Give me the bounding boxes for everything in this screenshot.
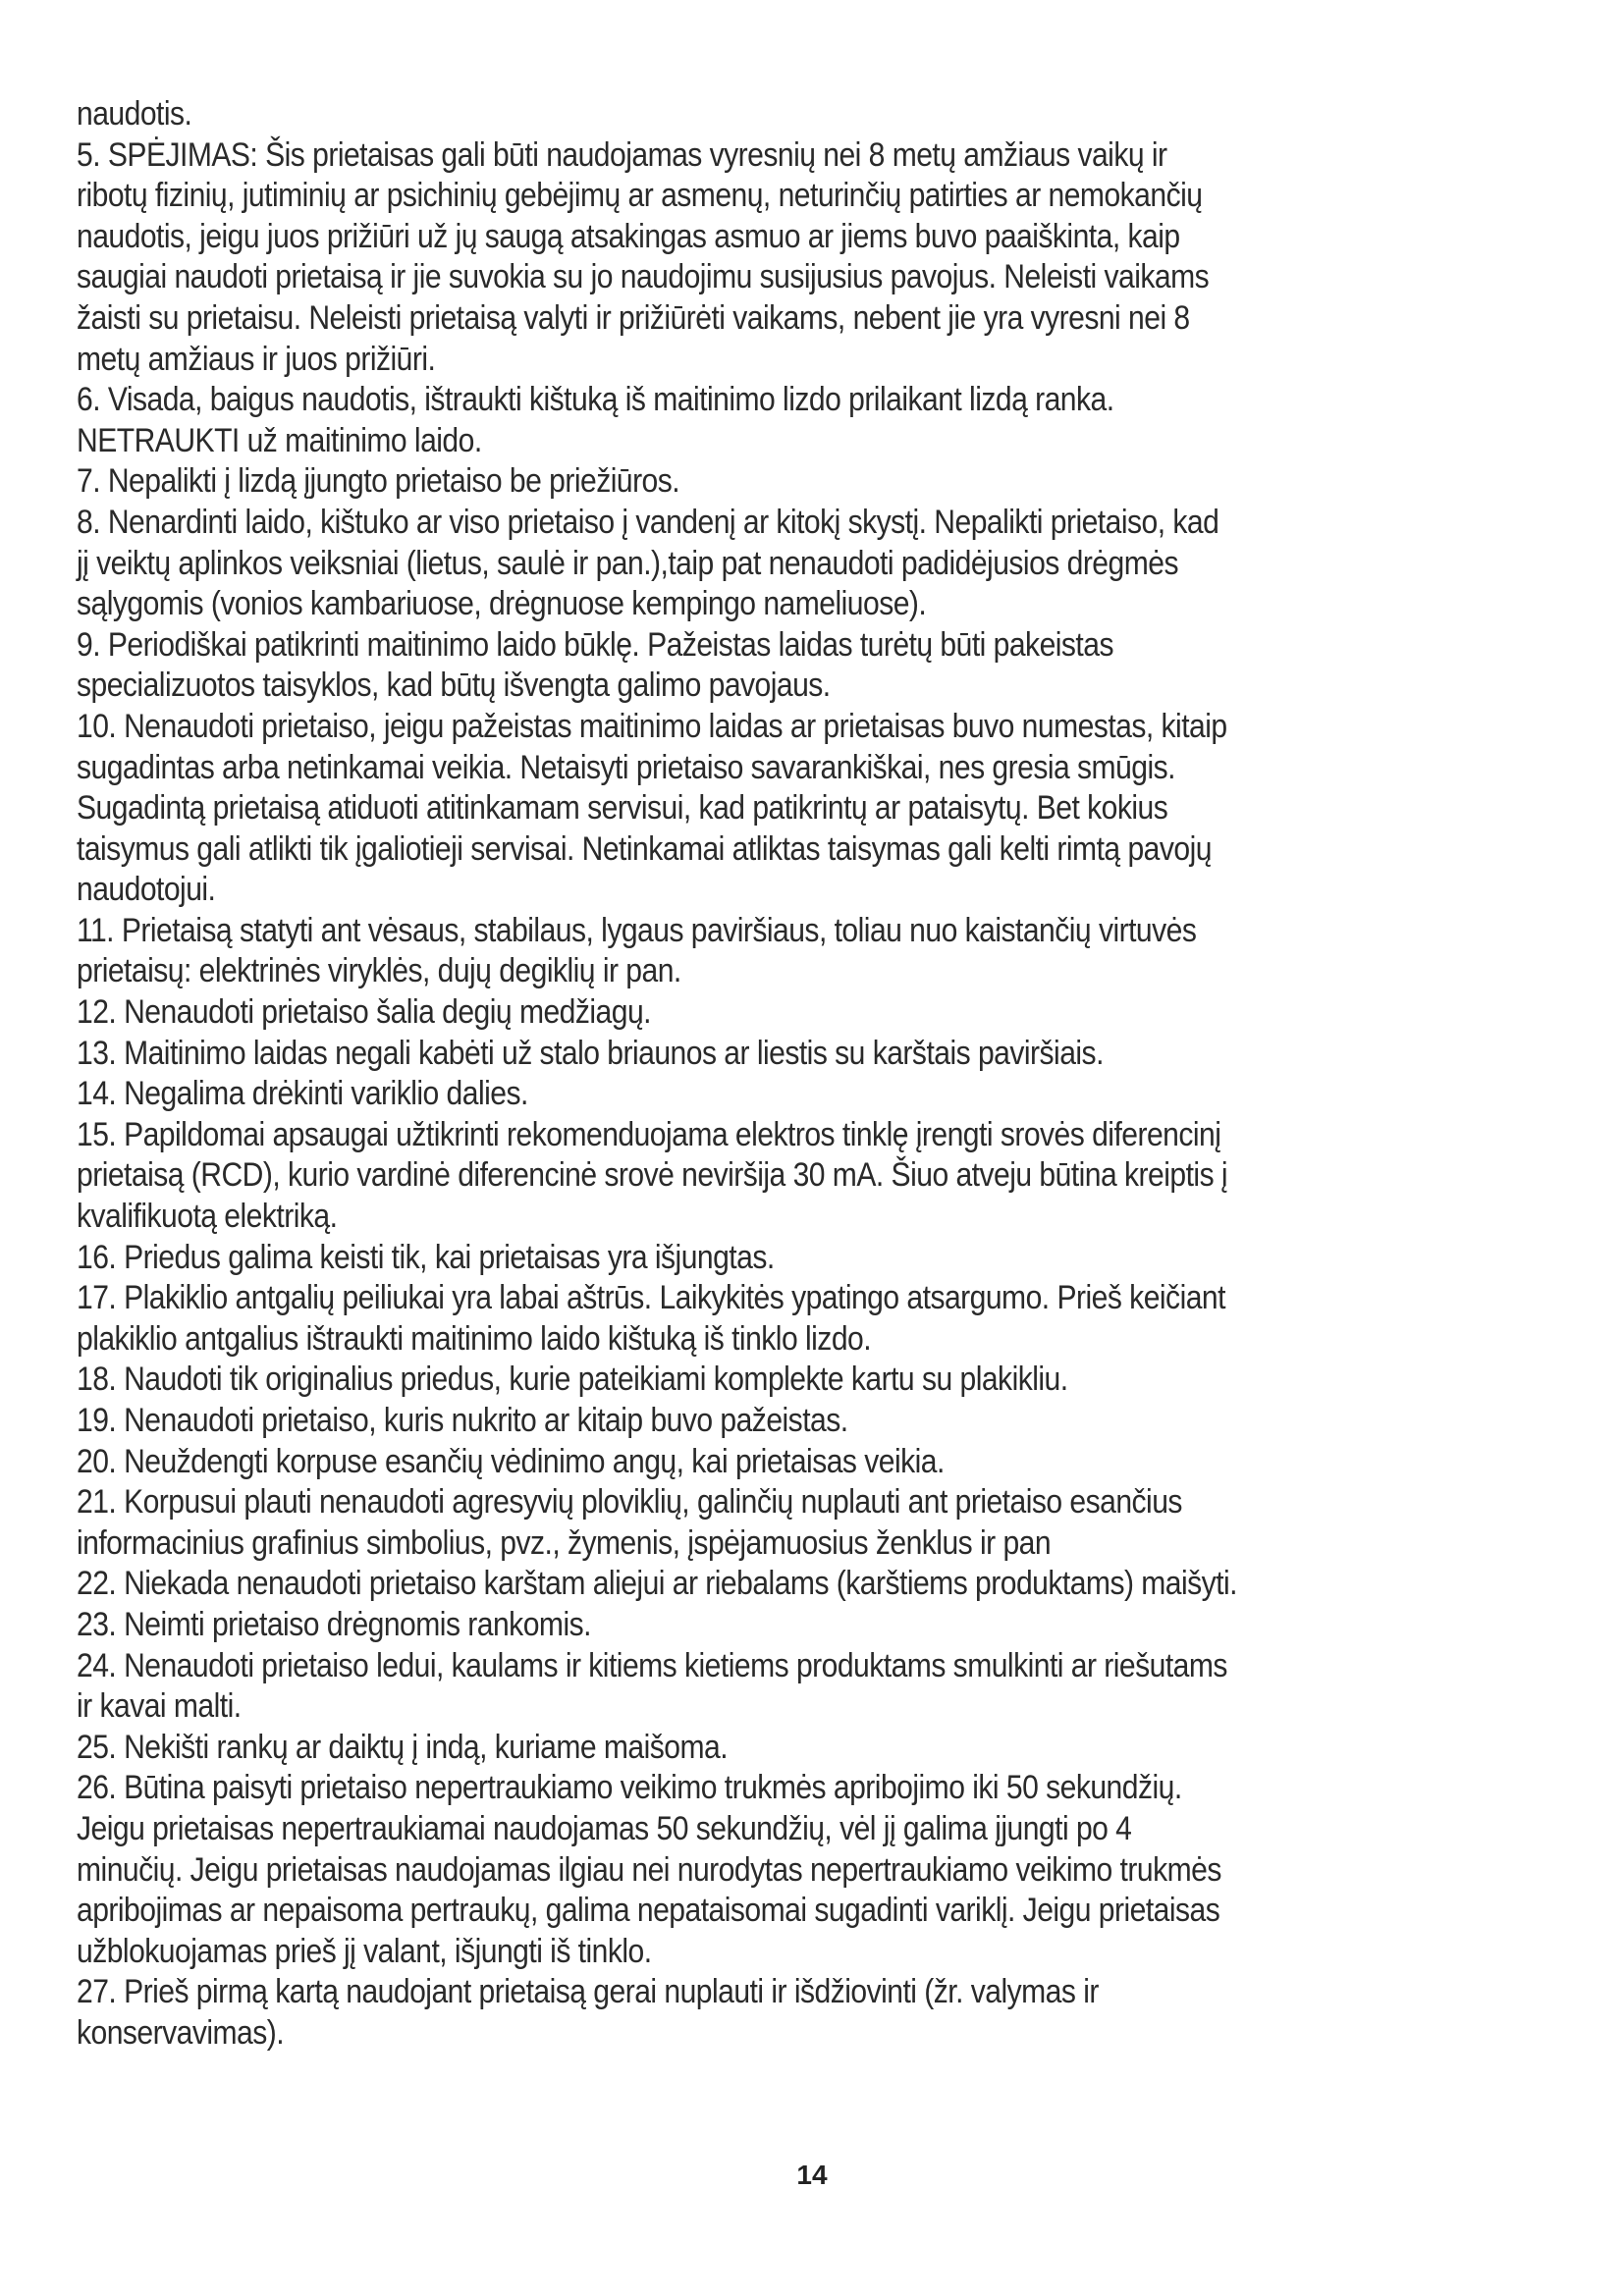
text-line: prietaisą (RCD), kurio vardinė diferencinė srovė neviršija 30 mA. Šiuo atveju būtina kreiptis į: [77, 1156, 1228, 1195]
text-line: ir kavai malti.: [77, 1687, 242, 1726]
text-line: 15. Papildomai apsaugai užtikrinti rekomenduojama elektros tinklę įrengti srovės diferencinį: [77, 1115, 1221, 1153]
text-line: 20. Neuždengti korpuse esančių vėdinimo angų, kai prietaisas veikia.: [77, 1442, 945, 1480]
text-line: 23. Neimti prietaiso drėgnomis rankomis.: [77, 1605, 591, 1643]
text-line: 19. Nenaudoti prietaiso, kuris nukrito ar kitaip buvo pažeistas.: [77, 1402, 848, 1439]
text-line: naudotojui.: [77, 871, 216, 909]
text-line: 21. Korpusui plauti nenaudoti agresyvių ploviklių, galinčių nuplauti ant prietaiso esančius: [77, 1483, 1182, 1522]
text-line: 5. SPĖJIMAS: Šis prietaisas gali būti naudojamas vyresnių nei 8 metų amžiaus vaikų ir: [77, 135, 1167, 174]
text-line: jį veiktų aplinkos veiksniai (lietus, saulė ir pan.),taip pat nenaudoti padidėjusios drėgmės: [77, 544, 1178, 582]
text-line: užblokuojamas prieš jį valant, išjungti iš tinklo.: [77, 1932, 652, 1970]
text-line: 9. Periodiškai patikrinti maitinimo laido būklę. Pažeistas laidas turėtų būti pakeistas: [77, 625, 1113, 664]
text-line: 7. Nepalikti į lizdą įjungto prietaiso be priežiūros.: [77, 462, 680, 501]
text-line: konservavimas).: [77, 2013, 285, 2052]
text-line: 12. Nenaudoti prietaiso šalia degių medžiagų.: [77, 993, 651, 1032]
text-line: 11. Prietaisą statyti ant vėsaus, stabilaus, lygaus paviršiaus, toliau nuo kaistančių virtuvės: [77, 911, 1197, 949]
text-line: 8. Nenardinti laido, kištuko ar viso prietaiso į vandenį ar kitokį skystį. Nepalikti prietaiso, kad: [77, 503, 1219, 541]
document-body: [77, 94, 1380, 2055]
text-line: apribojimas ar nepaisoma pertraukų, galima nepataisomai sugadinti variklį. Jeigu prietaisas: [77, 1892, 1220, 1930]
text-line: taisymus gali atlikti tik įgaliotieji servisai. Netinkamai atliktas taisymas gali kelti rimtą pavojų: [77, 829, 1212, 868]
text-line: 13. Maitinimo laidas negali kabėti už stalo briaunos ar liestis su karštais paviršiais.: [77, 1034, 1104, 1072]
text-line: specializuotos taisyklos, kad būtų išvengta galimo pavojaus.: [77, 667, 831, 705]
text-line: 14. Negalima drėkinti variklio dalies.: [77, 1075, 528, 1113]
text-line: minučių. Jeigu prietaisas naudojamas ilgiau nei nurodytas nepertraukiamo veikimo trukmės: [77, 1850, 1221, 1889]
text-line: Jeigu prietaisas nepertraukiamai naudojamas 50 sekundžių, vėl jį galima įjungti po 4: [77, 1809, 1132, 1847]
text-line: plakiklio antgalius ištraukti maitinimo laido kištuką iš tinklo lizdo.: [77, 1319, 872, 1358]
text-line: 22. Niekada nenaudoti prietaiso karštam aliejui ar riebalams (karštiems produktams) maišyti.: [77, 1565, 1238, 1603]
text-line: 26. Būtina paisyti prietaiso nepertraukiamo veikimo trukmės apribojimo iki 50 sekundžių.: [77, 1769, 1182, 1807]
text-line: žaisti su prietaisu. Neleisti prietaisą valyti ir prižiūrėti vaikams, nebent jie yra vyresni nei 8: [77, 298, 1190, 337]
text-line: 10. Nenaudoti prietaiso, jeigu pažeistas maitinimo laidas ar prietaisas buvo numestas, kitaip: [77, 707, 1227, 745]
text-line: 25. Nekišti rankų ar daiktų į indą, kuriame maišoma.: [77, 1728, 729, 1766]
text-line: naudotis.: [77, 95, 192, 133]
text-line: NETRAUKTI už maitinimo laido.: [77, 421, 482, 459]
text-line: 24. Nenaudoti prietaiso ledui, kaulams ir kitiems kietiems produktams smulkinti ar riešutams: [77, 1646, 1227, 1684]
text-line: Sugadintą prietaisą atiduoti atitinkamam servisui, kad patikrintų ar pataisytų. Bet kokius: [77, 789, 1168, 828]
text-line: kvalifikuotą elektriką.: [77, 1198, 338, 1236]
text-line: 17. Plakiklio antgalių peiliukai yra labai aštrūs. Laikykitės ypatingo atsargumo. Prieš keičiant: [77, 1279, 1225, 1317]
text-line: saugiai naudoti prietaisą ir jie suvokia su jo naudojimu susijusius pavojus. Neleisti vaikams: [77, 258, 1210, 296]
text-line: 27. Prieš pirmą kartą naudojant prietaisą gerai nuplauti ir išdžiovinti (žr. valymas ir: [77, 1973, 1099, 2011]
text-line: ribotų fizinių, jutiminių ar psichinių gebėjimų ar asmenų, neturinčių patirties ar nemokančių: [77, 177, 1203, 215]
text-line: 18. Naudoti tik originalius priedus, kurie pateikiami komplekte kartu su plakikliu.: [77, 1361, 1068, 1399]
text-line: informacinius grafinius simbolius, pvz., žymenis, įspėjamuosius ženklus ir pan: [77, 1523, 1052, 1562]
text-line: sąlygomis (vonios kambariuose, drėgnuose kempingo nameliuose).: [77, 585, 927, 623]
text-line: sugadintas arba netinkamai veikia. Netaisyti prietaiso savarankiškai, nes gresia smūgis.: [77, 748, 1175, 786]
text-line: metų amžiaus ir juos prižiūri.: [77, 340, 436, 378]
text-line: 16. Priedus galima keisti tik, kai prietaisas yra išjungtas.: [77, 1238, 775, 1276]
page-number: 14: [796, 2160, 828, 2190]
text-line: naudotis, jeigu juos prižiūri už jų saugą atsakingas asmuo ar jiems buvo paaiškinta, kaip: [77, 217, 1180, 255]
text-line: prietaisų: elektrinės viryklės, dujų degiklių ir pan.: [77, 952, 681, 990]
text-line: 6. Visada, baigus naudotis, ištraukti kištuką iš maitinimo lizdo prilaikant lizdą ranka.: [77, 381, 1114, 419]
